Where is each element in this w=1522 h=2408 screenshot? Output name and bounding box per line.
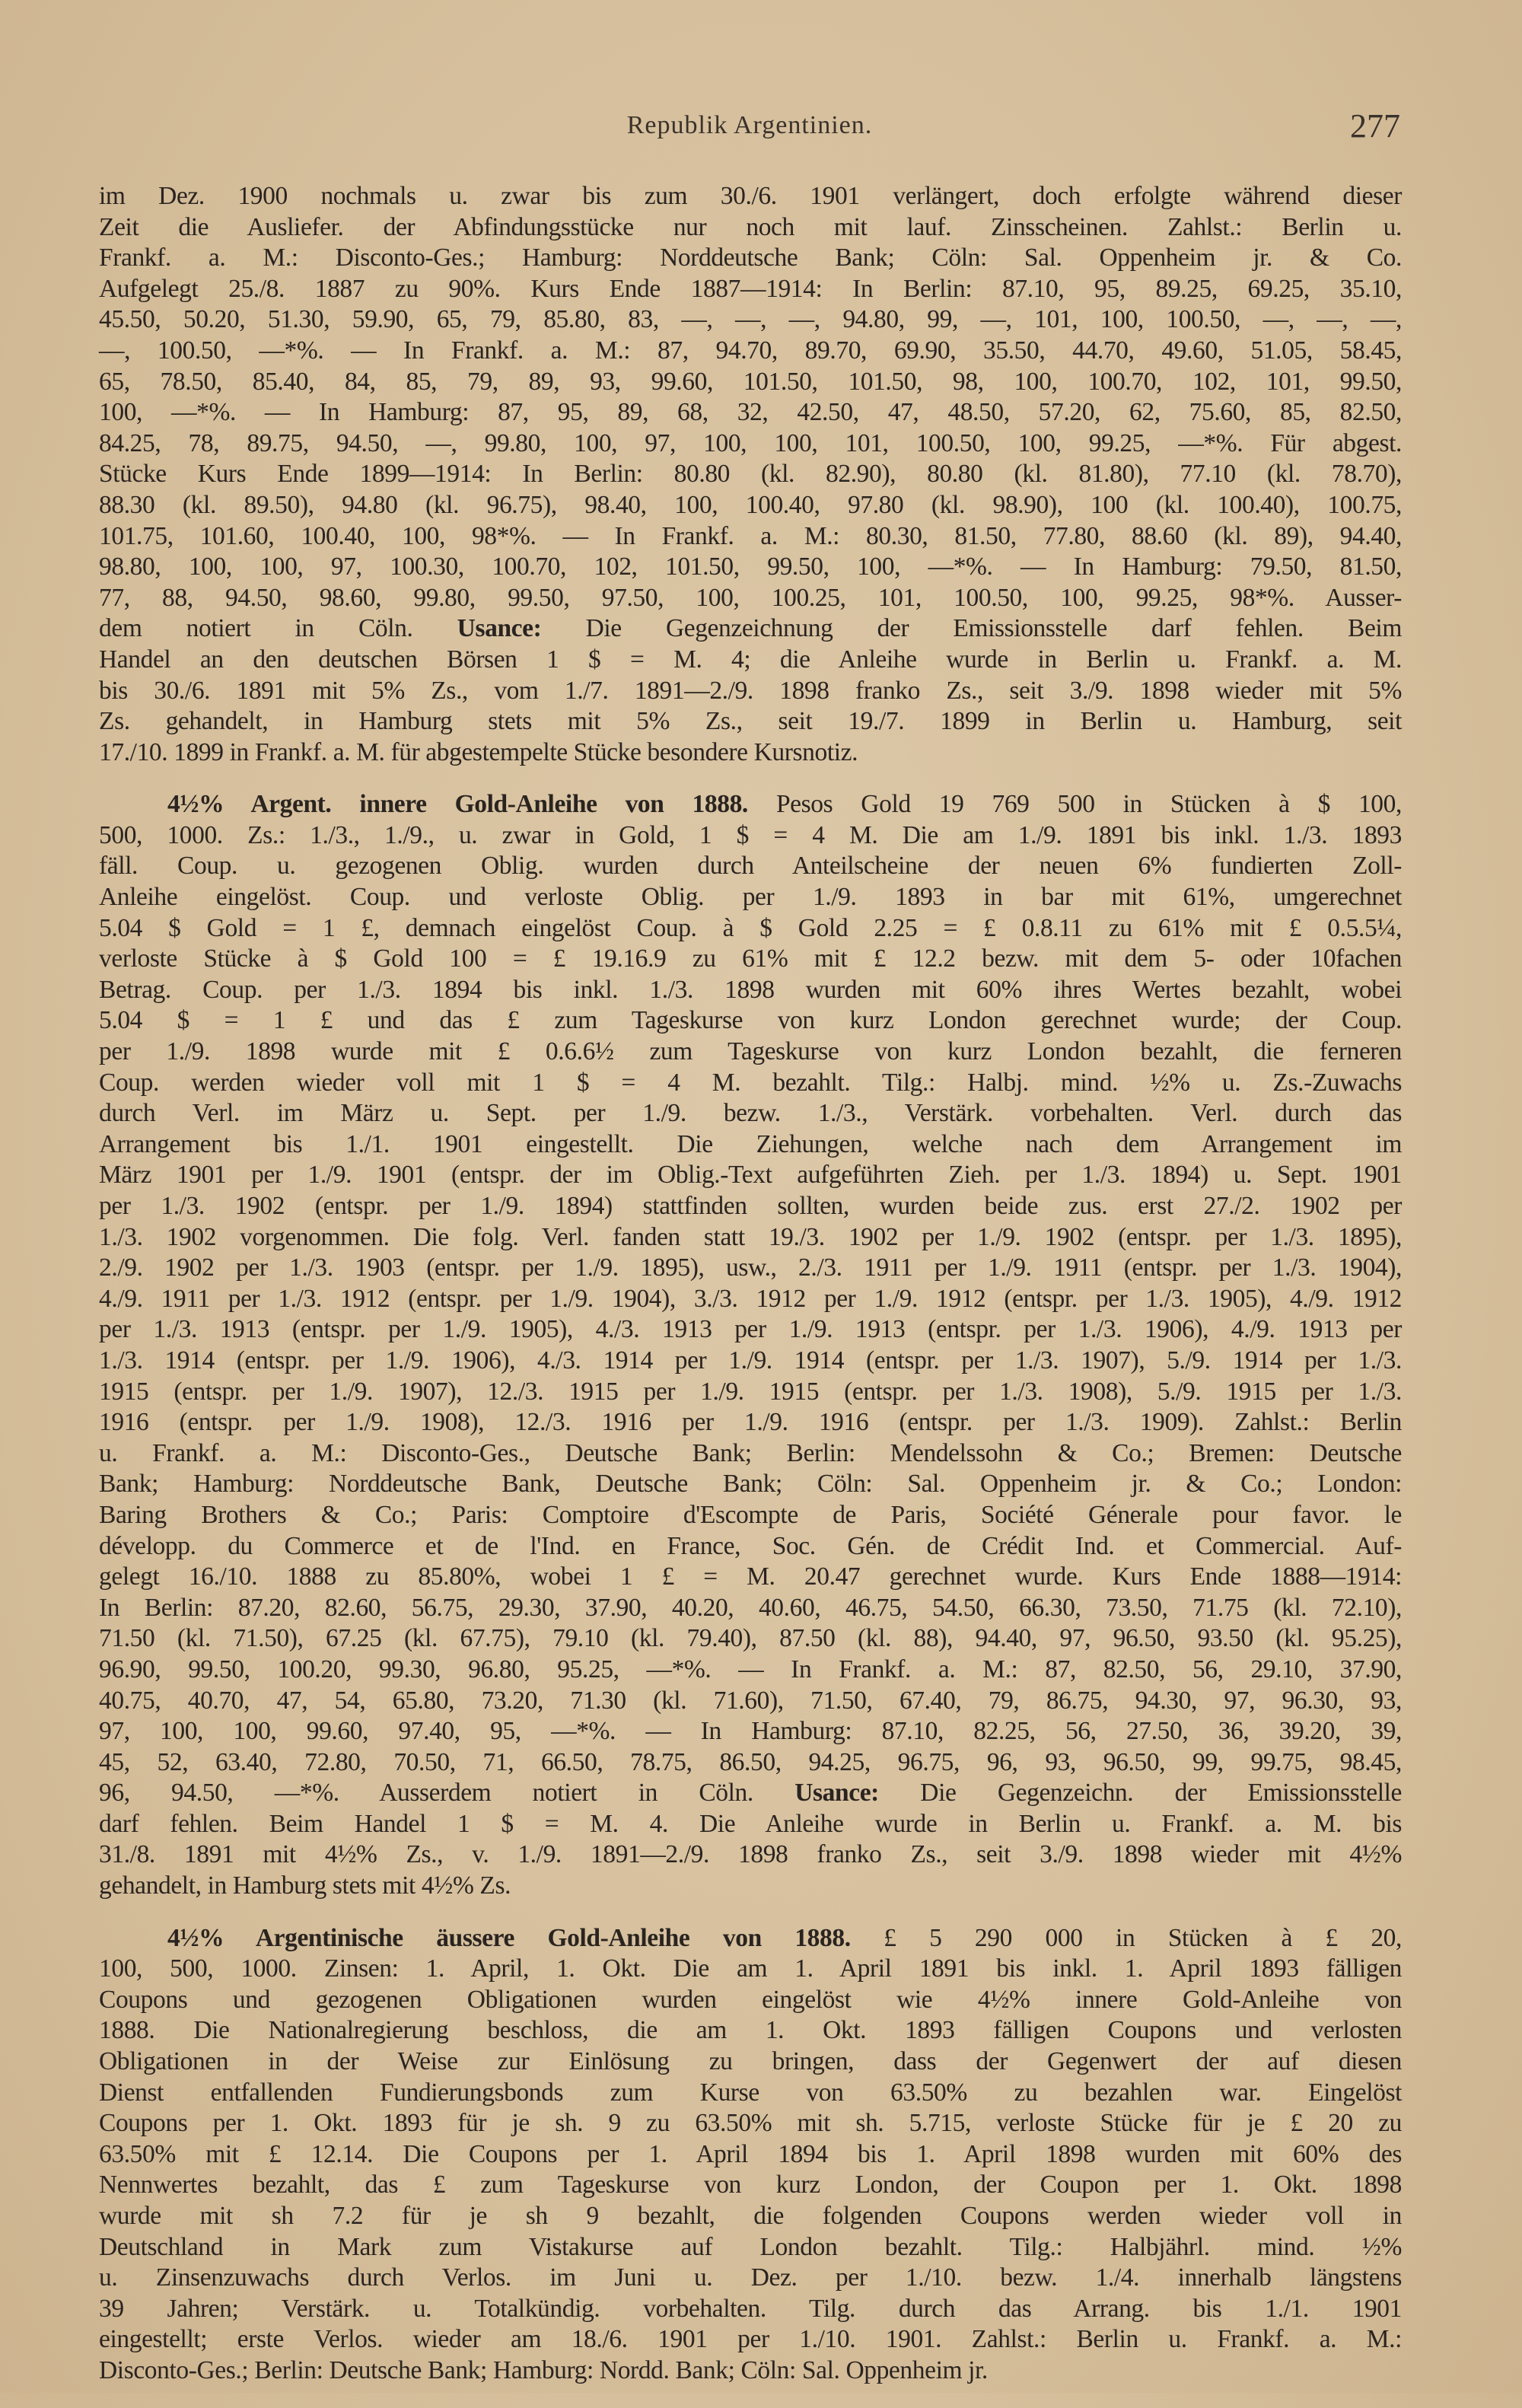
bold-heading: 4½% Argent. innere Gold-Anleihe von 1888. <box>167 790 748 819</box>
page-header <box>99 107 1400 145</box>
text-line: 500, 1000. Zs.: 1./3., 1./9., u. zwar in Gold, 1 $ = 4 M. Die am 1./9. 1891 bis inkl. 1./3. 1893 <box>99 820 1402 849</box>
text-line: Baring Brothers & Co.; Paris: Comptoire d'Escompte de Paris, Société Génerale pour favor. le <box>99 1500 1402 1529</box>
text-line: wurde mit sh 7.2 für je sh 9 bezahlt, die folgenden Coupons werden wieder voll in <box>99 2202 1402 2230</box>
text-line: 77, 88, 94.50, 98.60, 99.80, 99.50, 97.50, 100, 100.25, 101, 100.50, 100, 99.25, 98*%. Ausser- <box>99 583 1402 612</box>
text-line <box>99 1778 1402 1809</box>
text-segment: Pesos Gold 19 769 500 in Stücken à $ 100, <box>747 790 1402 819</box>
text-line: Aufgelegt 25./8. 1887 zu 90%. Kurs Ende 1887—1914: In Berlin: 87.10, 95, 89.25, 69.25, 35.10, <box>99 274 1402 303</box>
text-line: 1./3. 1902 vorgenommen. Die folg. Verl. fanden statt 19./3. 1902 per 1./9. 1902 (entspr. per 1./3. 1895), <box>99 1222 1402 1251</box>
text-line: 65, 78.50, 85.40, 84, 85, 79, 89, 93, 99.60, 101.50, 101.50, 98, 100, 100.70, 102, 101, 99.50, <box>99 367 1402 396</box>
paragraph <box>99 1923 1402 2387</box>
text-line: Handel an den deutschen Börsen 1 $ = M. 4; die Anleihe wurde in Berlin u. Frankf. a. M. <box>99 645 1402 674</box>
text-line: Betrag. Coup. per 1./3. 1894 bis inkl. 1./3. 1898 wurden mit 60% ihres Wertes bezahlt, wobei <box>99 975 1402 1004</box>
text-line: 63.50% mit £ 12.14. Die Coupons per 1. April 1894 bis 1. April 1898 wurden mit 60% des <box>99 2139 1402 2168</box>
text-line: gelegt 16./10. 1888 zu 85.80%, wobei 1 £ = M. 20.47 gerechnet wurde. Kurs Ende 1888—1914: <box>99 1562 1402 1591</box>
text-line: Coupons und gezogenen Obligationen wurden eingelöst wie 4½% innere Gold-Anleihe von <box>99 1985 1402 2014</box>
text-line: —, 100.50, —*%. — In Frankf. a. M.: 87, 94.70, 89.70, 69.90, 35.50, 44.70, 49.60, 51.05, 58.45, <box>99 336 1402 365</box>
text-segment: £ 5 290 000 in Stücken à £ 20, <box>850 1923 1402 1952</box>
text-line: u. Zinsenzuwachs durch Verlos. im Juni u. Dez. per 1./10. bezw. 1./4. innerhalb längstens <box>99 2263 1402 2292</box>
text-line: eingestellt; erste Verlos. wieder am 18./6. 1901 per 1./10. 1901. Zahlst.: Berlin u. Frankf. a. M.: <box>99 2325 1402 2354</box>
text-line: 1./3. 1914 (entspr. per 1./9. 1906), 4./3. 1914 per 1./9. 1914 (entspr. per 1./3. 1907), 5./9. 1914 per 1./3. <box>99 1346 1402 1374</box>
text-line: Obligationen in der Weise zur Einlösung zu bringen, dass der Gegenwert der auf diesen <box>99 2047 1402 2076</box>
text-line: développ. du Commerce et de l'Ind. en France, Soc. Gén. de Crédit Ind. et Commercial. Auf- <box>99 1531 1402 1560</box>
text-line: darf fehlen. Beim Handel 1 $ = M. 4. Die Anleihe wurde in Berlin u. Frankf. a. M. bis <box>99 1809 1402 1838</box>
text-line: 5.04 $ Gold = 1 £, demnach eingelöst Coup. à $ Gold 2.25 = £ 0.8.11 zu 61% mit £ 0.5.5¼, <box>99 913 1402 942</box>
text-line: 40.75, 40.70, 47, 54, 65.80, 73.20, 71.30 (kl. 71.60), 71.50, 67.40, 79, 86.75, 94.30, 97, 96.30, 93, <box>99 1686 1402 1715</box>
text-line: 84.25, 78, 89.75, 94.50, —, 99.80, 100, 97, 100, 100, 101, 100.50, 100, 99.25, —*%. Für abgest. <box>99 428 1402 457</box>
text-line: per 1./3. 1902 (entspr. per 1./9. 1894) stattfinden sollten, wurden beide zus. erst 27./2. 1902 per <box>99 1192 1402 1220</box>
text-line: Coupons per 1. Okt. 1893 für je sh. 9 zu 63.50% mit sh. 5.715, verloste Stücke für je £ 20 zu <box>99 2109 1402 2138</box>
text-line: Zeit die Ausliefer. der Abfindungsstücke nur noch mit lauf. Zinsscheinen. Zahlst.: Berlin u. <box>99 212 1402 241</box>
text-line: fäll. Coup. u. gezogenen Oblig. wurden durch Anteilscheine der neuen 6% fundierten Zoll- <box>99 852 1402 881</box>
text-line: Frankf. a. M.: Disconto-Ges.; Hamburg: Norddeutsche Bank; Cöln: Sal. Oppenheim jr. & Co. <box>99 244 1402 272</box>
text-line: 88.30 (kl. 89.50), 94.80 (kl. 96.75), 98.40, 100, 100.40, 97.80 (kl. 98.90), 100 (kl. 100.40), 100.75, <box>99 490 1402 519</box>
text-line: durch Verl. im März u. Sept. per 1./9. bezw. 1./3., Verstärk. vorbehalten. Verl. durch das <box>99 1099 1402 1128</box>
text-line: Disconto-Ges.; Berlin: Deutsche Bank; Hamburg: Nordd. Bank; Cöln: Sal. Oppenheim jr. <box>99 2355 988 2384</box>
text-line: 39 Jahren; Verstärk. u. Totalkündig. vorbehalten. Tilg. durch das Arrang. bis 1./1. 1901 <box>99 2294 1402 2323</box>
text-line: Bank; Hamburg: Norddeutsche Bank, Deutsche Bank; Cöln: Sal. Oppenheim jr. & Co.; London: <box>99 1470 1402 1499</box>
text-line: bis 30./6. 1891 mit 5% Zs., vom 1./7. 1891—2./9. 1898 franko Zs., seit 3./9. 1898 wieder mit 5% <box>99 676 1402 705</box>
text-line: 97, 100, 100, 99.60, 97.40, 95, —*%. — In Hamburg: 87.10, 82.25, 56, 27.50, 36, 39.20, 39, <box>99 1717 1402 1746</box>
text-line: 5.04 $ = 1 £ und das £ zum Tageskurse von kurz London gerechnet wurde; der Coup. <box>99 1006 1402 1035</box>
text-line: gehandelt, in Hamburg stets mit 4½% Zs. <box>99 1871 511 1900</box>
text-line: März 1901 per 1./9. 1901 (entspr. der im Oblig.-Text aufgeführten Zieh. per 1./3. 1894) u. Sept. 1901 <box>99 1161 1402 1190</box>
text-line: 98.80, 100, 100, 97, 100.30, 100.70, 102, 101.50, 99.50, 100, —*%. — In Hamburg: 79.50, 81.50, <box>99 553 1402 581</box>
text-line: 31./8. 1891 mit 4½% Zs., v. 1./9. 1891—2./9. 1898 franko Zs., seit 3./9. 1898 wieder mit 4½% <box>99 1840 1402 1869</box>
text-line: 2./9. 1902 per 1./3. 1903 (entspr. per 1./9. 1895), usw., 2./3. 1911 per 1./9. 1911 (entspr. per 1./3. 1904), <box>99 1253 1402 1282</box>
text-line: 101.75, 101.60, 100.40, 100, 98*%. — In Frankf. a. M.: 80.30, 81.50, 77.80, 88.60 (kl. 89), 94.40, <box>99 521 1402 550</box>
text-line <box>99 1923 1402 1954</box>
text-line: 1915 (entspr. per 1./9. 1907), 12./3. 1915 per 1./9. 1915 (entspr. per 1./3. 1908), 5./9. 1915 per 1./3. <box>99 1377 1402 1406</box>
text-line: Zs. gehandelt, in Hamburg stets mit 5% Zs., seit 19./7. 1899 in Berlin u. Hamburg, seit <box>99 707 1402 736</box>
text-segment: Die Gegenzeichnung der Emissionsstelle darf fehlen. Beim <box>541 614 1402 643</box>
text-segment: Die Gegenzeichn. der Emissionsstelle <box>878 1779 1403 1808</box>
text-line: Dienst entfallenden Fundierungsbonds zum Kurse von 63.50% zu bezahlen war. Eingelöst <box>99 2078 1402 2107</box>
text-line: Anleihe eingelöst. Coup. und verloste Oblig. per 1./9. 1893 in bar mit 61%, umgerechnet <box>99 883 1402 912</box>
text-line: Arrangement bis 1./1. 1901 eingestellt. Die Ziehungen, welche nach dem Arrangement im <box>99 1129 1402 1158</box>
text-line: Deutschland in Mark zum Vistakurse auf London bezahlt. Tilg.: Halbjährl. mind. ½% <box>99 2232 1402 2261</box>
text-line: per 1./3. 1913 (entspr. per 1./9. 1905), 4./3. 1913 per 1./9. 1913 (entspr. per 1./3. 1906), 4./9. 1913 per <box>99 1315 1402 1344</box>
text-line: im Dez. 1900 nochmals u. zwar bis zum 30./6. 1901 verlängert, doch erfolgte während dieser <box>99 182 1402 210</box>
bold-heading: Usance: <box>457 614 542 643</box>
text-line: 96.90, 99.50, 100.20, 99.30, 96.80, 95.25, —*%. — In Frankf. a. M.: 87, 82.50, 56, 29.10, 37.90, <box>99 1655 1402 1683</box>
text-line <box>99 789 1402 820</box>
paragraph <box>99 181 1402 768</box>
text-line: Nennwertes bezahlt, das £ zum Tageskurse von kurz London, der Coupon per 1. Okt. 1898 <box>99 2171 1402 2199</box>
text-line: 1916 (entspr. per 1./9. 1908), 12./3. 1916 per 1./9. 1916 (entspr. per 1./3. 1909). Zahlst.: Berlin <box>99 1408 1402 1437</box>
text-line: 100, 500, 1000. Zinsen: 1. April, 1. Okt. Die am 1. April 1891 bis inkl. 1. April 1893 fälligen <box>99 1954 1402 1983</box>
bold-heading: 4½% Argentinische äussere Gold-Anleihe von 1888. <box>167 1923 851 1952</box>
text-line: Stücke Kurs Ende 1899—1914: In Berlin: 80.80 (kl. 82.90), 80.80 (kl. 81.80), 77.10 (kl. 78.70), <box>99 460 1402 489</box>
text-line: 100, —*%. — In Hamburg: 87, 95, 89, 68, 32, 42.50, 47, 48.50, 57.20, 62, 75.60, 85, 82.50, <box>99 398 1402 427</box>
text-line: 45, 52, 63.40, 72.80, 70.50, 71, 66.50, 78.75, 86.50, 94.25, 96.75, 96, 93, 96.50, 99, 99.75, 98.45, <box>99 1747 1402 1776</box>
page-body <box>99 181 1402 2408</box>
text-segment: 96, 94.50, —*%. Ausserdem notiert in Cöln. <box>99 1779 795 1808</box>
text-line: 4./9. 1911 per 1./3. 1912 (entspr. per 1./9. 1904), 3./3. 1912 per 1./9. 1912 (entspr. per 1./3. 1905), 4./9. 1912 <box>99 1284 1402 1313</box>
text-line: u. Frankf. a. M.: Disconto-Ges., Deutsche Bank; Berlin: Mendelssohn & Co.; Bremen: Deutsche <box>99 1438 1402 1467</box>
bold-heading: Usance: <box>794 1779 879 1808</box>
text-line: verloste Stücke à $ Gold 100 = £ 19.16.9 zu 61% mit £ 12.2 bezw. mit dem 5- oder 10fachen <box>99 944 1402 973</box>
text-line: 1888. Die Nationalregierung beschloss, die am 1. Okt. 1893 fälligen Coupons und verlosten <box>99 2016 1402 2045</box>
text-line: In Berlin: 87.20, 82.60, 56.75, 29.30, 37.90, 40.20, 40.60, 46.75, 54.50, 66.30, 73.50, 71.75 (kl. 72.10), <box>99 1593 1402 1622</box>
text-line <box>99 613 1402 645</box>
text-segment: dem notiert in Cöln. <box>99 614 457 643</box>
text-line: per 1./9. 1898 wurde mit £ 0.6.6½ zum Tageskurse von kurz London bezahlt, die ferneren <box>99 1037 1402 1066</box>
text-line: 45.50, 50.20, 51.30, 59.90, 65, 79, 85.80, 83, —, —, —, 94.80, 99, —, 101, 100, 100.50, —, —, —, <box>99 305 1402 334</box>
paragraph <box>99 789 1402 1901</box>
running-title: Republik Argentinien. <box>626 111 873 139</box>
text-line: Coup. werden wieder voll mit 1 $ = 4 M. bezahlt. Tilg.: Halbj. mind. ½% u. Zs.-Zuwachs <box>99 1068 1402 1097</box>
page-number: 277 <box>1350 107 1400 145</box>
text-line: 17./10. 1899 in Frankf. a. M. für abgestempelte Stücke besondere Kursnotiz. <box>99 737 858 766</box>
text-line: 71.50 (kl. 71.50), 67.25 (kl. 67.75), 79.10 (kl. 79.40), 87.50 (kl. 88), 94.40, 97, 96.50, 93.50 (kl. 95.25), <box>99 1624 1402 1653</box>
